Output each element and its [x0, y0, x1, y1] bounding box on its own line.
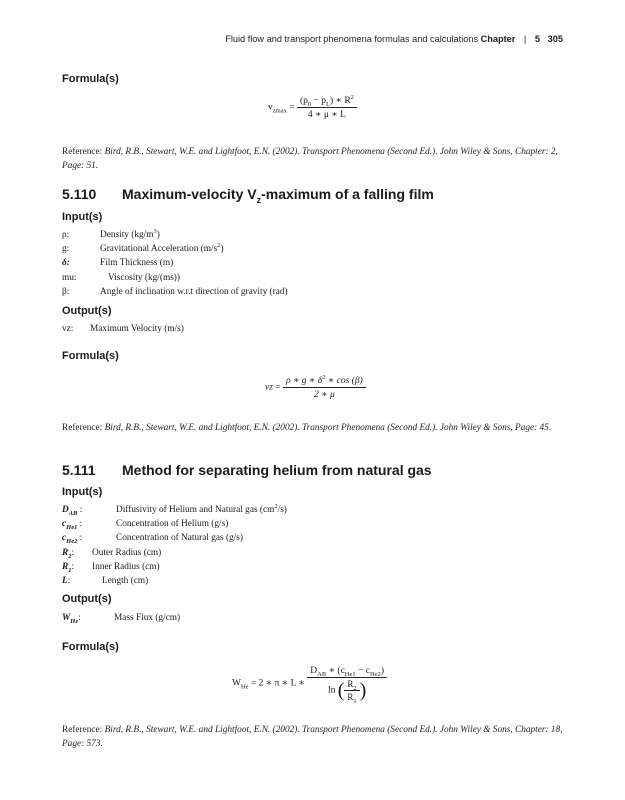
reference-citation: Bird, R.B., Stewart, W.E. and Lightfoot, E.N. (2002). Transport Phenomena (Second Ed.). John Wiley & Sons, Chapter: 18, Page: 573.: [62, 725, 563, 749]
fraction: $\frac{\rho ∗ g ∗ \delta^2 ∗ \cos (\beta)}{2 ∗ \mu}$: [283, 375, 366, 400]
output-row: vz: Maximum Velocity (m/s): [62, 324, 184, 334]
running-head-title: Fluid flow and transport phenomena formulas and calculations: [225, 34, 479, 44]
input-heading-5-111: Input(s): [62, 486, 103, 498]
input-row: $c_{He2}$ : Concentration of Natural gas (g/s): [62, 533, 244, 546]
output-heading-5-111: Output(s): [62, 593, 112, 605]
running-head: [225, 34, 563, 44]
reference-top: Reference: Bird, R.B., Stewart, W.E. and Lightfoot, E.N. (2002). Transport Phenomena (Second Ed.). John Wiley & Sons, Chapter: 2, Page: 51.: [62, 147, 558, 171]
output-row: $W_{He}$: Mass Flux (g/cm): [62, 613, 181, 625]
formula-vzmax: $v_{zmax}$ = $\frac{(p_0 - p_L) ∗ R^2}{4 ∗ \mu ∗ L}$: [268, 95, 357, 120]
input-row: $c_{He1}$ : Concentration of Helium (g/s): [62, 519, 229, 532]
reference-citation: Bird, R.B., Stewart, W.E. and Lightfoot, E.N. (2002). Transport Phenomena (Second Ed.). John Wiley & Sons, Chapter: 2, Page: 51.: [62, 147, 558, 171]
reference-5-110: Reference: Bird, R.B., Stewart, W.E. and Lightfoot, E.N. (2002). Transport Phenomena (Second Ed.). John Wiley & Sons, Page: 45.: [62, 423, 552, 433]
input-row: L: Length (cm): [62, 575, 149, 586]
formula-vz: vz = $\frac{\rho ∗ g ∗ \delta^2 ∗ \cos (\beta)}{2 ∗ \mu}$: [265, 375, 366, 400]
page-number: 305: [547, 34, 563, 44]
formula-whe: $W_{He} = 2$ ∗ π ∗ L ∗ $D_{AB}$ ∗ $(c_{He1} - c_{He2})$ ln ( $\frac{R_2}{R_1}$ ): [232, 665, 387, 702]
section-heading-5-111: 5.111 Method for separating helium from natural gas: [62, 462, 432, 478]
input-list-5-110: [62, 228, 382, 299]
input-row: δ: Film Thickness (m): [62, 258, 174, 269]
input-row: $R_2$: Outer Radius (cm): [62, 547, 162, 560]
chapter-label: Chapter: [480, 34, 516, 44]
output-list-5-111: [62, 611, 362, 625]
output-heading-5-110: Output(s): [62, 305, 112, 317]
input-list-5-111: [62, 503, 392, 588]
fraction: $D_{AB}$ ∗ $(c_{He1} - c_{He2})$ ln ( $\frac{R_2}{R_1}$ ): [307, 665, 387, 702]
output-list-5-110: [62, 322, 362, 336]
running-head-separator: |: [523, 34, 527, 44]
input-row: ρ: Density $(kg/m^3)$: [62, 227, 160, 240]
reference-5-111: Reference: Bird, R.B., Stewart, W.E. and Lightfoot, E.N. (2002). Transport Phenomena (Second Ed.). John Wiley & Sons, Chapter: 18, Page: 573.: [62, 725, 563, 749]
input-row: $D_{AB}$ : Diffusivity of Helium and Natural gas $(cm^2/s)$: [62, 502, 287, 517]
input-heading-5-110: Input(s): [62, 211, 103, 223]
formula-heading-5-110: Formula(s): [62, 350, 119, 362]
formula-heading-top: Formula(s): [62, 73, 119, 85]
input-row: g: Gravitational Acceleration $(m/s^2)$: [62, 242, 224, 255]
chapter-number: 5: [534, 34, 540, 44]
input-row: $R_1$: Inner Radius (cm): [62, 561, 160, 574]
reference-citation: Bird, R.B., Stewart, W.E. and Lightfoot, E.N. (2002). Transport Phenomena (Second Ed.). John Wiley & Sons, Page: 45.: [104, 423, 552, 433]
input-row: β: Angle of inclination w.r.t direction of gravity (rad): [62, 286, 288, 297]
section-heading-5-110: 5.110 Maximum-velocity $V_z$-maximum of a falling film: [62, 186, 434, 205]
formula-heading-5-111: Formula(s): [62, 641, 119, 653]
input-row: mu: Viscosity (kg/(ms)): [62, 272, 181, 283]
fraction: $\frac{(p_0 - p_L) ∗ R^2}{4 ∗ \mu ∗ L}$: [297, 95, 357, 120]
